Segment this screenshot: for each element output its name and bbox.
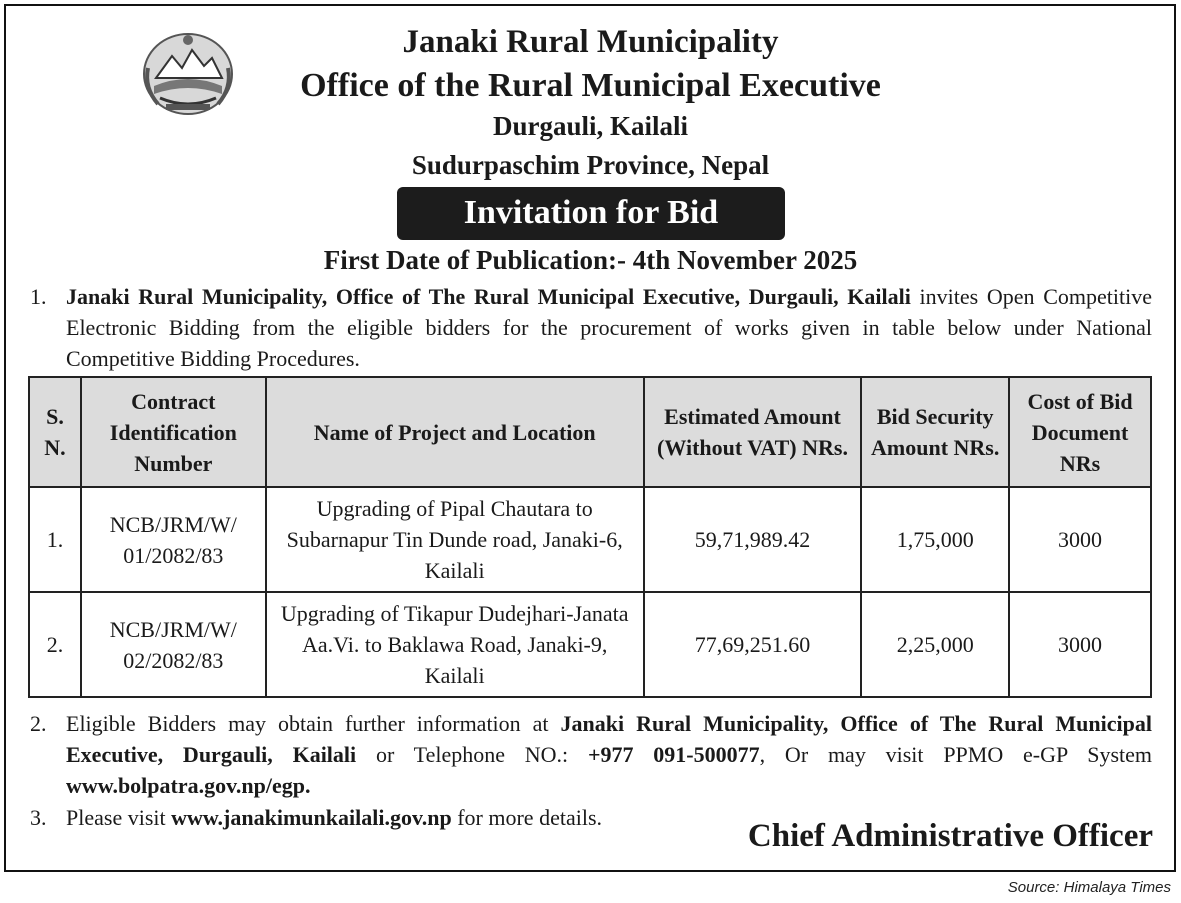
- cell-project: Upgrading of Tikapur Dudejhari-Janata Aa.Vi. to Baklawa Road, Janaki-9, Kailali: [266, 592, 644, 697]
- header-address: Durgauli, Kailali: [492, 111, 689, 141]
- para2-office: Janaki Rural Municipality, Office of The Rural Municipal Executive, Durgauli, Kailali: [66, 711, 1152, 767]
- para2-text3: , Or may visit PPMO e-GP System: [759, 742, 1153, 767]
- para2-number: 2.: [30, 711, 47, 736]
- para1-bold: Janaki Rural Municipality, Office of The Rural Municipal Executive, Durgauli, Kailali: [66, 284, 911, 309]
- cell-estimate: 77,69,251.60: [644, 592, 862, 697]
- header-municipality: Janaki Rural Municipality: [402, 24, 779, 60]
- header-province: Sudurpaschim Province, Nepal: [411, 150, 770, 180]
- th-sn: S. N.: [29, 377, 81, 487]
- th-contract: Contract Identification Number: [81, 377, 266, 487]
- th-cost: Cost of Bid Document NRs: [1009, 377, 1151, 487]
- cell-cost: 3000: [1009, 592, 1151, 697]
- cell-sn: 1.: [29, 487, 81, 592]
- th-project: Name of Project and Location: [266, 377, 644, 487]
- para1: [66, 281, 1152, 374]
- notice-title: Invitation for Bid: [397, 187, 785, 240]
- publication-date: First Date of Publication:- 4th November 2025: [323, 245, 858, 275]
- para3-text1: Please visit: [66, 805, 172, 830]
- cell-contract: NCB/JRM/W/ 02/2082/83: [81, 592, 266, 697]
- table-row: [29, 592, 1151, 697]
- para1-text: invites Open Competitive Electronic Bidding from the eligible bidders for the procurement of works given in table below under National Competitive Bidding Procedures.: [66, 284, 1152, 371]
- cell-estimate: 59,71,989.42: [644, 487, 862, 592]
- para2-egp-link[interactable]: www.bolpatra.gov.np/egp.: [66, 773, 311, 798]
- signatory: Chief Administrative Officer: [747, 818, 1153, 854]
- table-row: [29, 487, 1151, 592]
- header-office: Office of the Rural Municipal Executive: [300, 67, 881, 104]
- para2-text1: Eligible Bidders may obtain further information at: [66, 711, 561, 736]
- cell-security: 2,25,000: [861, 592, 1009, 697]
- para2-text2: or Telephone NO.:: [356, 742, 588, 767]
- cell-project: Upgrading of Pipal Chautara to Subarnapur Tin Dunde road, Janaki-6, Kailali: [266, 487, 644, 592]
- th-security: Bid Security Amount NRs.: [861, 377, 1009, 487]
- para3-website-link[interactable]: www.janakimunkailali.gov.np: [171, 805, 452, 830]
- cell-cost: 3000: [1009, 487, 1151, 592]
- para3-text2: for more details.: [451, 805, 603, 830]
- table-header-row: [29, 377, 1151, 487]
- cell-contract: NCB/JRM/W/ 01/2082/83: [81, 487, 266, 592]
- cell-security: 1,75,000: [861, 487, 1009, 592]
- para1-number: 1.: [30, 284, 47, 309]
- para2: [66, 708, 1152, 801]
- cell-sn: 2.: [29, 592, 81, 697]
- source-credit: Source: Himalaya Times: [1007, 879, 1171, 896]
- para3-number: 3.: [30, 805, 47, 830]
- para2-phone: +977 091-500077: [587, 742, 760, 767]
- th-estimate: Estimated Amount (Without VAT) NRs.: [644, 377, 862, 487]
- bid-table: [28, 376, 1152, 698]
